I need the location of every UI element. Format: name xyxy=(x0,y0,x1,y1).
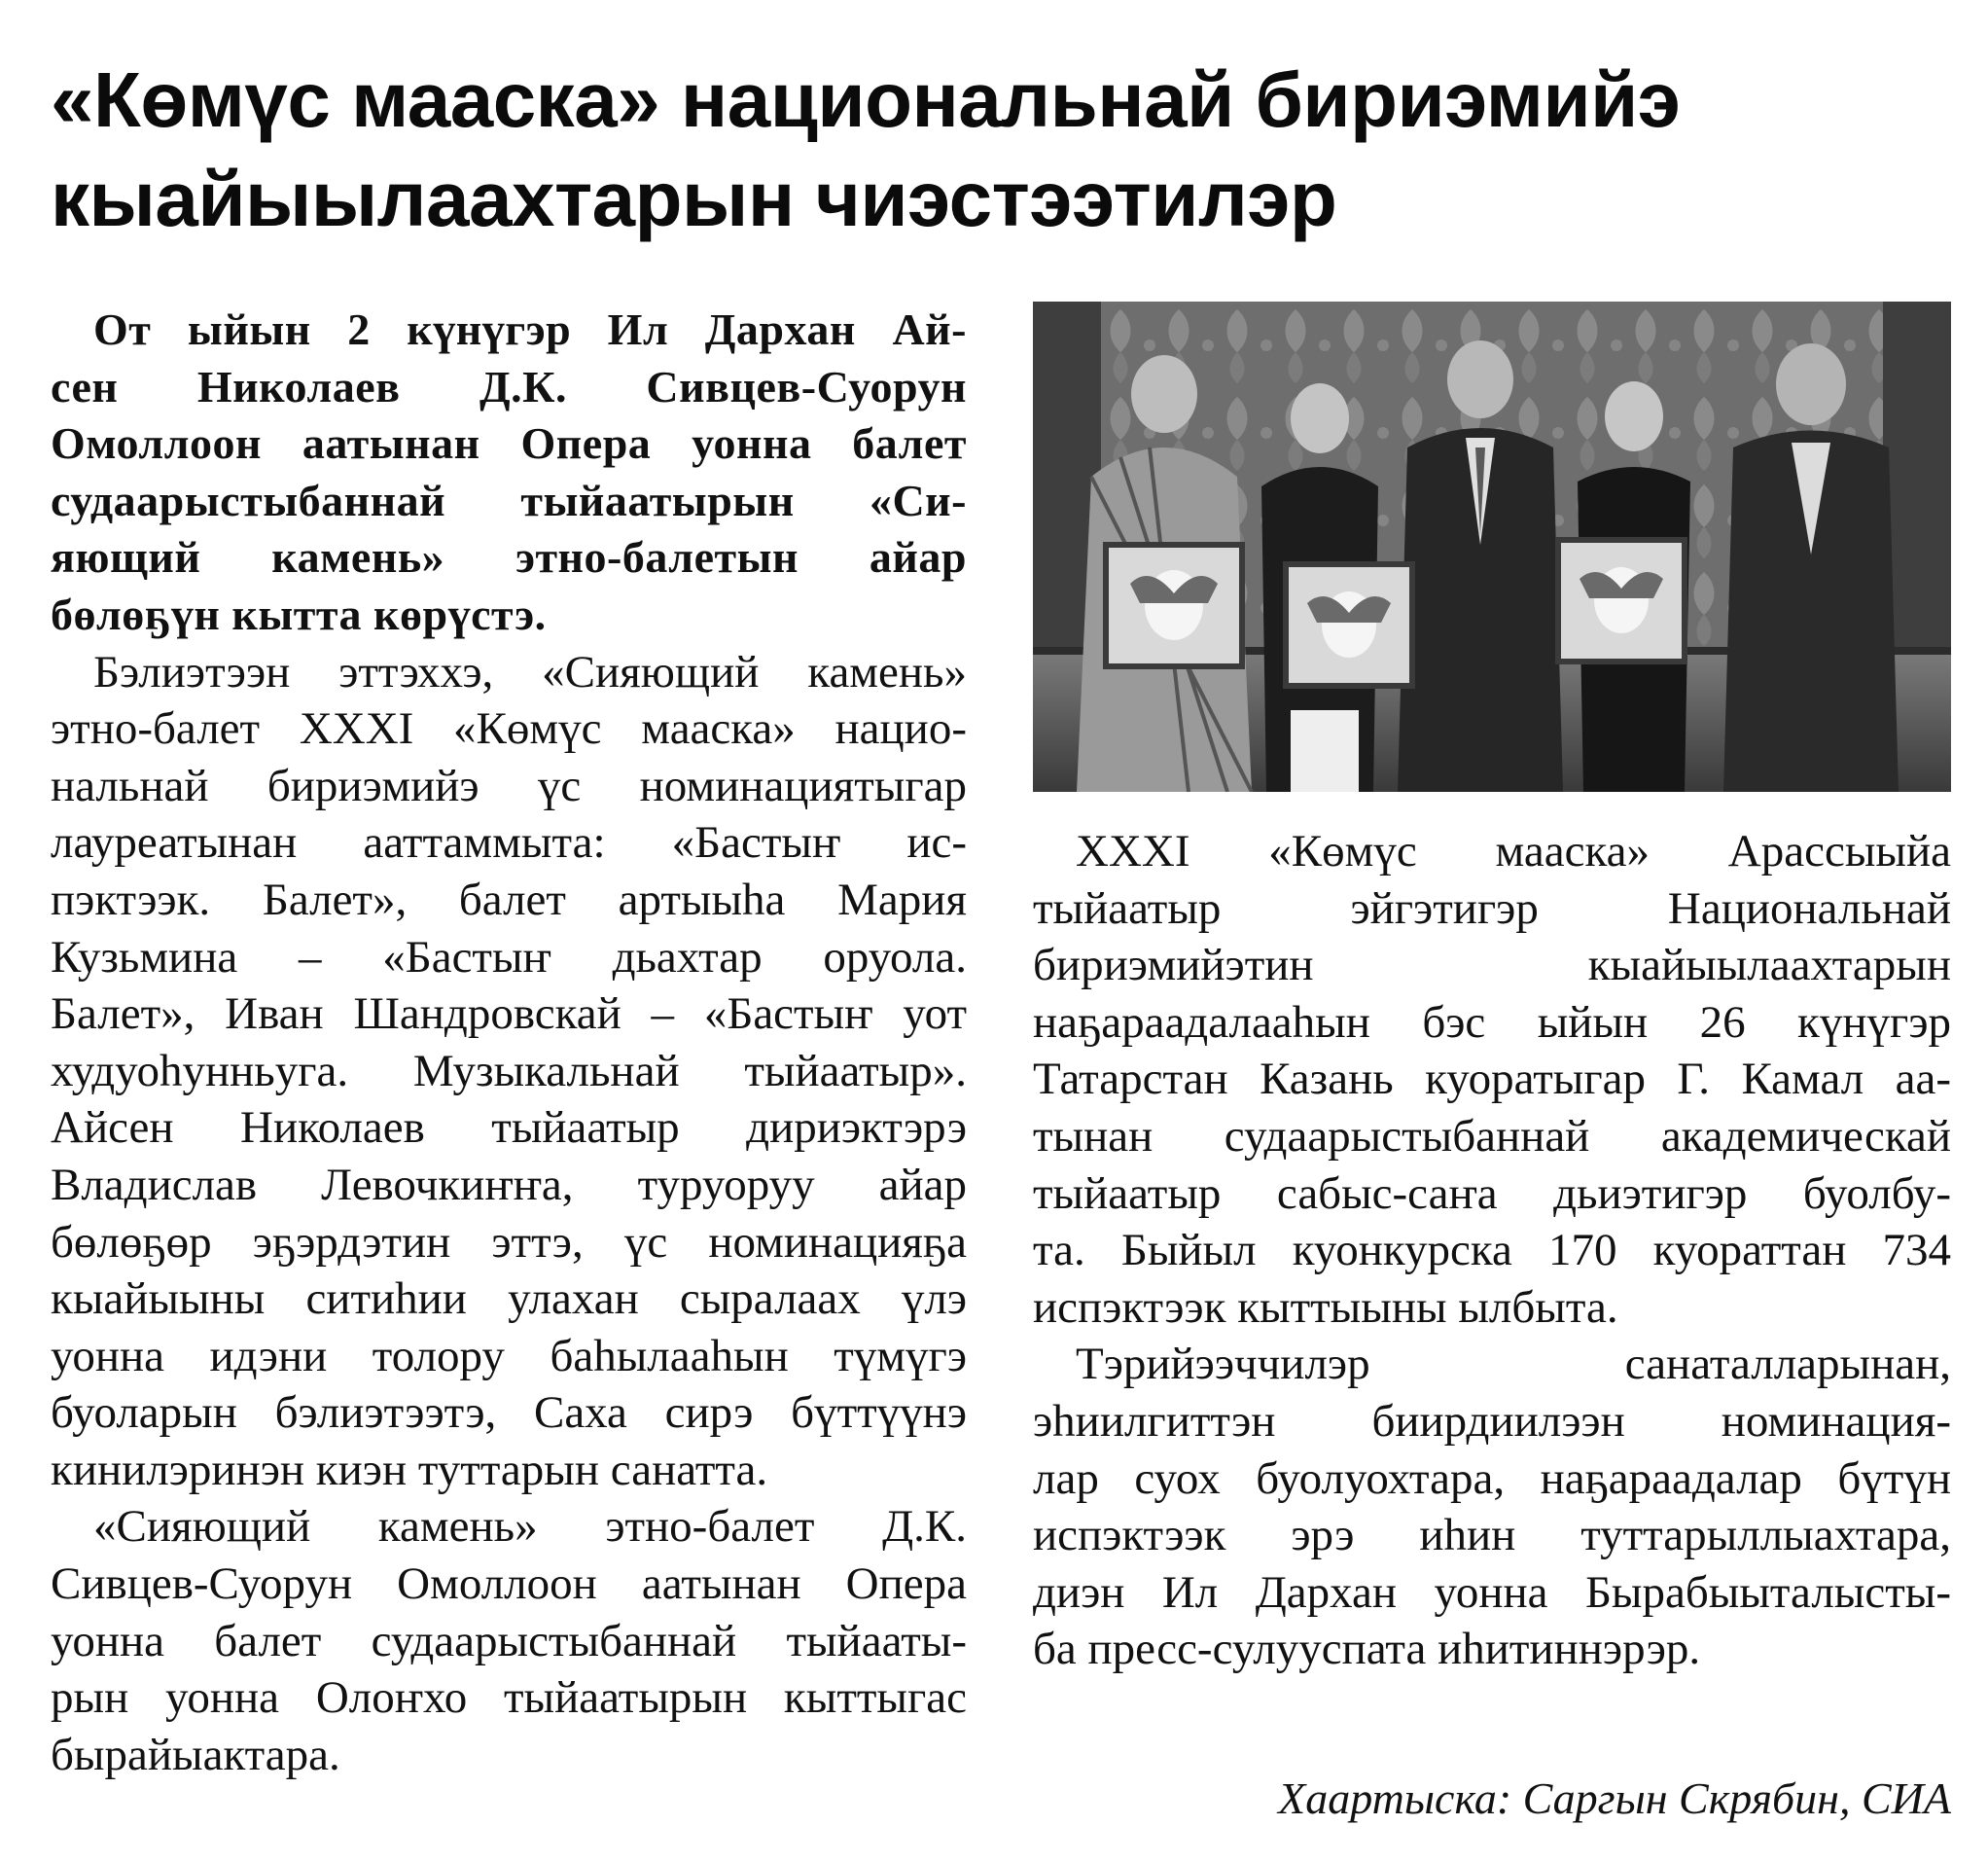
body-line: Кузьмина – «Бастыҥ дьахтар оруола. xyxy=(51,931,967,983)
body-line: кинилэринэн киэн туттарын санатта. xyxy=(51,1444,768,1495)
body-line: тыйаатыр сабыс-саҥа дьиэтигэр буолбу- xyxy=(1033,1167,1951,1219)
body-line: бириэмийэтин кыайыылаахтарын xyxy=(1033,940,1951,991)
paragraph-4 xyxy=(1033,1336,1951,1678)
left-column xyxy=(51,302,967,1783)
body-line: Бэлиэтээн эттэххэ, «Сияющий камень» xyxy=(93,646,967,698)
body-line: буоларын бэлиэтээтэ, Саха сирэ бүттүүнэ xyxy=(51,1387,967,1439)
right-column xyxy=(1033,302,1951,1678)
body-line: уонна балет судаарыстыбаннай тыйааты- xyxy=(51,1615,967,1666)
body-line: Татарстан Казань куоратыгар Г. Камал аа- xyxy=(1033,1054,1951,1105)
body-line: та. Быйыл куонкурска 170 куораттан 734 xyxy=(1033,1225,1951,1276)
body-line: бөлөҕөр эҕэрдэтин эттэ, үс номинацияҕа xyxy=(51,1216,967,1268)
body-line: уонна идэни толору баһылааһын түмүгэ xyxy=(51,1330,967,1381)
body-line: нальнай бириэмийэ үс номинациятыгар xyxy=(51,760,967,811)
body-line: этно-балет XXXI «Көмүс мааска» нацио- xyxy=(51,703,967,755)
body-line: тынан судаарыстыбаннай академическай xyxy=(1033,1110,1951,1162)
lead-line: бөлөҕүн кытта көрүстэ. xyxy=(51,589,547,639)
paragraph-2 xyxy=(51,1498,967,1783)
body-line: XXXI «Көмүс мааска» Арассыыйа xyxy=(1076,826,1951,877)
paragraph-3 xyxy=(1033,823,1951,1336)
body-line: Владислав Левочкиҥҥа, туруоруу айар xyxy=(51,1159,967,1210)
lead-line: яющий камень» этно-балетын айар xyxy=(51,532,967,583)
body-line: Сивцев-Суорун Омоллоон аатынан Опера xyxy=(51,1558,967,1610)
body-line: лауреатынан ааттаммыта: «Бастыҥ ис- xyxy=(51,817,967,869)
body-line: Айсен Николаев тыйаатыр дириэктэрэ xyxy=(51,1102,967,1154)
lead-paragraph xyxy=(51,302,967,644)
headline-line: кыайыылаахтарын чиэстээтилэр xyxy=(51,156,1337,242)
lead-line: судаарыстыбаннай тыйаатырын «Си- xyxy=(51,475,967,525)
body-line: лар суох буолуохтара, наҕараадалар бүтүн xyxy=(1033,1452,1951,1504)
body-line: тыйаатыр эйгэтигэр Национальнай xyxy=(1033,882,1951,934)
headline-line: «Көмүс мааска» национальнай бириэмийэ xyxy=(51,56,1681,143)
body-line: испэктээк эрэ иһин туттарыллыахтара, xyxy=(1033,1510,1951,1561)
article-photo xyxy=(1033,302,1951,792)
body-line: Тэрийээччилэр санаталларынан, xyxy=(1076,1339,1951,1390)
lead-line: Омоллоон аатынан Опера уонна балет xyxy=(51,418,967,469)
body-line: бырайыактара. xyxy=(51,1729,340,1780)
body-line: Балет», Иван Шандровскай – «Бастыҥ уот xyxy=(51,988,967,1040)
body-line: рын уонна Олоҥхо тыйаатырын кыттыгас xyxy=(51,1672,967,1724)
body-line: пэктээк. Балет», балет артыыһа Мария xyxy=(51,874,967,925)
body-line: «Сияющий камень» этно-балет Д.К. xyxy=(93,1501,967,1553)
body-line: ба пресс-сулууспата иһитиннэрэр. xyxy=(1033,1624,1701,1675)
lead-line: сен Николаев Д.К. Сивцев-Суорун xyxy=(51,361,967,412)
body-line: худуоһунньуга. Музыкальнай тыйаатыр». xyxy=(51,1045,967,1096)
lead-line: От ыйын 2 күнүгэр Ил Дархан Ай- xyxy=(93,304,967,354)
body-line: диэн Ил Дархан уонна Бырабыыталысты- xyxy=(1033,1566,1951,1618)
body-line: кыайыыны ситиһии улахан сыралаах үлэ xyxy=(51,1273,967,1325)
headline xyxy=(51,51,1957,249)
paragraph-1 xyxy=(51,644,967,1499)
photo-credit: Хаартыска: Саргын Скрябин, СИА xyxy=(1278,1773,1951,1823)
body-line: эһиилгиттэн биирдиилээн номинация- xyxy=(1033,1395,1951,1447)
body-line: испэктээк кыттыыны ылбыта. xyxy=(1033,1281,1618,1333)
body-line: наҕараадалааһын бэс ыйын 26 күнүгэр xyxy=(1033,996,1951,1048)
